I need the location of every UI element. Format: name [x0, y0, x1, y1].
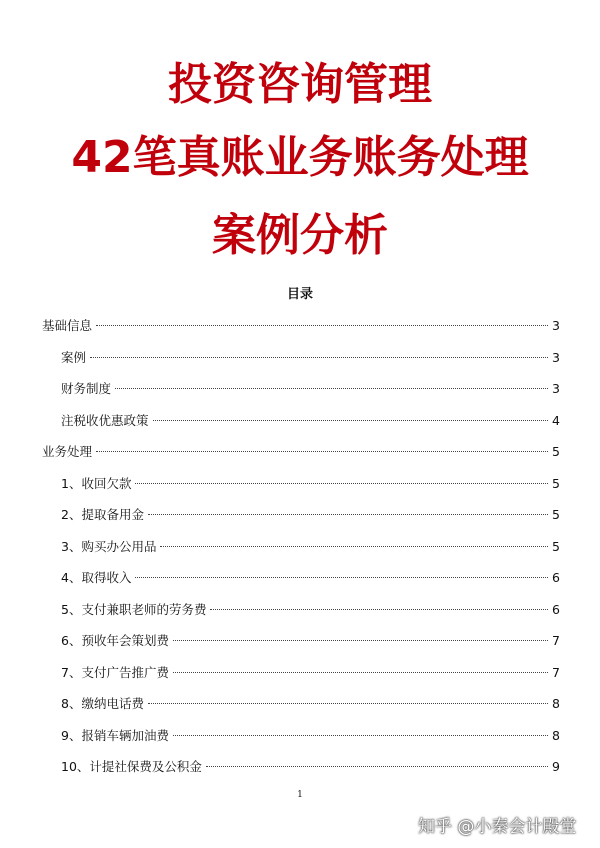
toc-entry-page: 3	[552, 318, 560, 333]
toc-entry-page: 5	[552, 538, 560, 554]
toc-leader-dots	[173, 640, 548, 641]
toc-entry-page: 7	[552, 664, 560, 680]
toc-leader-dots	[96, 451, 548, 452]
toc-entry-business-processing[interactable]	[42, 442, 560, 474]
zhihu-watermark: 知乎 @小秦会计殿堂	[418, 817, 577, 837]
toc-entry-label: 业务处理	[42, 444, 93, 459]
toc-entry-item-1[interactable]	[42, 474, 560, 506]
toc-leader-dots	[135, 483, 548, 484]
toc-entry-page: 6	[552, 601, 560, 617]
toc-entry-label: 案例	[61, 349, 87, 365]
title-line-2: 42笔真账业务账务处理	[71, 132, 529, 183]
toc-entry-label: 6、预收年会策划费	[61, 633, 169, 648]
title-line-3: 案例分析	[212, 210, 388, 261]
page-number: 1	[297, 790, 303, 800]
toc-entry-page: 6	[552, 570, 560, 585]
toc-entry-page: 8	[552, 727, 560, 743]
toc-entry-page: 5	[552, 444, 560, 459]
toc-entry-label: 5、支付兼职老师的劳务费	[61, 601, 207, 617]
toc-entry-label: 9、报销车辆加油费	[61, 727, 169, 743]
toc-entry-item-2[interactable]	[42, 505, 560, 537]
toc-entry-label: 3、购买办公用品	[61, 538, 157, 554]
toc-entry-page: 3	[552, 381, 560, 396]
toc-entry-label: 基础信息	[42, 318, 93, 333]
toc-entry-item-10[interactable]	[42, 757, 560, 789]
toc-entry-label: 10、计提社保费及公积金	[61, 759, 202, 774]
toc-leader-dots	[173, 672, 548, 673]
toc-leader-dots	[115, 388, 548, 389]
toc-entry-page: 3	[552, 349, 560, 365]
toc-leader-dots	[206, 766, 548, 767]
toc-entry-page: 5	[552, 507, 560, 522]
toc-entry-label: 1、收回欠款	[61, 475, 132, 491]
toc-entry-label: 2、提取备用金	[61, 507, 144, 522]
toc-leader-dots	[148, 703, 548, 704]
toc-entry-page: 7	[552, 633, 560, 648]
toc-entry-label: 7、支付广告推广费	[61, 664, 169, 680]
toc-entry-item-4[interactable]	[42, 568, 560, 600]
toc-leader-dots	[96, 325, 548, 326]
toc-entry-page: 4	[552, 412, 560, 428]
toc-entry-page: 5	[552, 475, 560, 491]
toc-leader-dots	[148, 514, 548, 515]
toc-leader-dots	[173, 735, 548, 736]
toc-entry-basic-info[interactable]	[42, 316, 560, 348]
toc-entry-item-3[interactable]	[42, 537, 560, 569]
toc-entry-label: 4、取得收入	[61, 570, 132, 585]
toc-leader-dots	[90, 357, 548, 358]
toc-entry-item-6[interactable]	[42, 631, 560, 663]
toc-entry-item-9[interactable]	[42, 726, 560, 758]
toc-entry-label: 8、缴纳电话费	[61, 696, 144, 711]
toc-entry-item-5[interactable]	[42, 600, 560, 632]
title-line-1: 投资咨询管理	[168, 59, 432, 110]
toc-entry-page: 9	[552, 759, 560, 774]
toc-heading: 目录	[286, 287, 313, 302]
toc-leader-dots	[160, 546, 548, 547]
toc-entry-item-8[interactable]	[42, 694, 560, 726]
toc-entry-page: 8	[552, 696, 560, 711]
toc-leader-dots	[153, 420, 549, 421]
toc-entry-label: 财务制度	[61, 381, 112, 396]
toc-entry-finance-policy[interactable]	[42, 379, 560, 411]
toc-entry-label: 注税收优惠政策	[61, 412, 149, 428]
table-of-contents	[42, 316, 560, 789]
toc-entry-item-7[interactable]	[42, 663, 560, 695]
toc-entry-tax-incentives[interactable]	[42, 411, 560, 443]
toc-leader-dots	[210, 609, 548, 610]
toc-entry-case[interactable]	[42, 348, 560, 380]
toc-leader-dots	[135, 577, 548, 578]
